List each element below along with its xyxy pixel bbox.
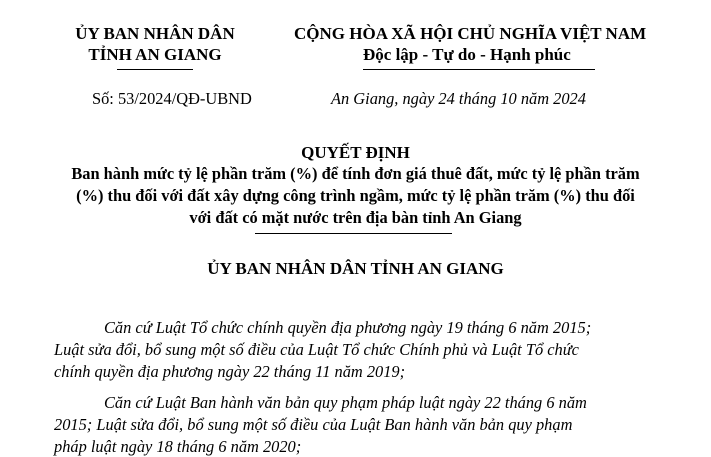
issuer-name: ỦY BAN NHÂN DÂN: [75, 24, 235, 43]
issuer-province: TỈNH AN GIANG: [88, 45, 222, 64]
national-motto: Độc lập - Tự do - Hạnh phúc: [363, 45, 571, 64]
body-line: chính quyền địa phương ngày 22 tháng 11 năm 2019;: [54, 362, 406, 381]
decision-subject-line: Ban hành mức tỷ lệ phần trăm (%) để tính đơn giá thuê đất, mức tỷ lệ phần trăm: [71, 164, 640, 183]
subject-underline: [255, 233, 452, 234]
body-line: Căn cứ Luật Ban hành văn bản quy phạm pháp luật ngày 22 tháng 6 năm: [104, 393, 587, 412]
decision-subject-line: với đất có mặt nước trên địa bàn tỉnh An Giang: [189, 208, 522, 227]
issuer-underline: [117, 69, 193, 70]
document-number: Số: 53/2024/QĐ-UBND: [92, 89, 252, 108]
body-line: 2015; Luật sửa đổi, bổ sung một số điều của Luật Ban hành văn bản quy phạm: [54, 415, 573, 434]
national-title: CỘNG HÒA XÃ HỘI CHỦ NGHĨA VIỆT NAM: [294, 24, 647, 43]
motto-underline: [363, 69, 595, 70]
decision-heading: QUYẾT ĐỊNH: [301, 143, 410, 162]
place-and-date: An Giang, ngày 24 tháng 10 năm 2024: [331, 89, 586, 108]
body-line: Căn cứ Luật Tổ chức chính quyền địa phương ngày 19 tháng 6 năm 2015;: [104, 318, 592, 337]
body-line: pháp luật ngày 18 tháng 6 năm 2020;: [54, 437, 302, 456]
decision-subject-line: (%) thu đối với đất xây dựng công trình ngầm, mức tỷ lệ phần trăm (%) thu đối: [76, 186, 635, 205]
authority-heading: ỦY BAN NHÂN DÂN TỈNH AN GIANG: [207, 259, 504, 278]
body-line: Luật sửa đổi, bổ sung một số điều của Luật Tổ chức Chính phủ và Luật Tổ chức: [54, 340, 579, 359]
